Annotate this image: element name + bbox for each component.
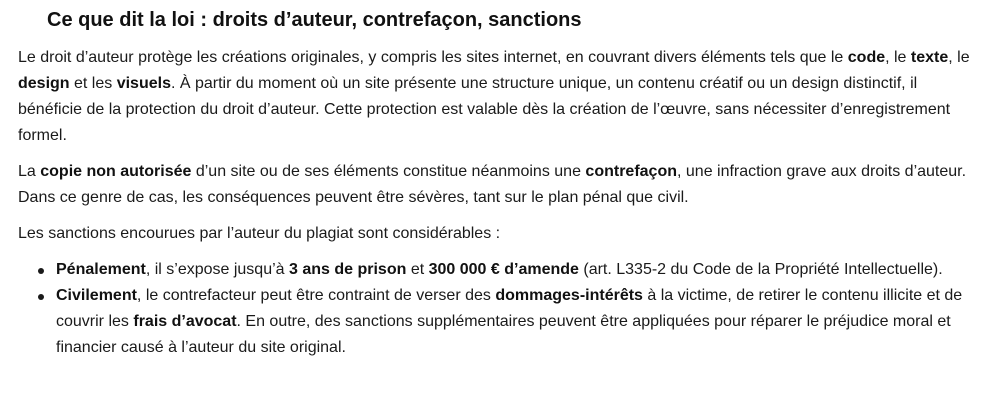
para1-text-2: , le: [885, 49, 911, 66]
list2-text-2: à la victime, de retirer le contenu illicite et de couvrir les: [56, 287, 963, 330]
section-heading: Ce que dit la loi : droits d’auteur, contrefaçon, sanctions: [47, 9, 582, 31]
para1-text-5: . À partir du moment où un site présente une structure unique, un contenu créatif ou un design distinctif, il bénéficie de la protection du droit d’auteur. Cette protection est valable dès la création de l’œuvre, sans nécessiter d’enregistrement formel.: [18, 75, 951, 144]
list2-bold-dommages: dommages-intérêts: [495, 287, 643, 304]
list-item-civil: [56, 283, 980, 361]
para1-bold-visuels: visuels: [116, 75, 171, 92]
paragraph-counterfeit: [18, 159, 980, 211]
article-section: [18, 0, 980, 361]
para2-bold-copie: copie non autorisée: [40, 163, 192, 180]
list1-bold-penalement: Pénalement: [56, 261, 146, 278]
bullet-dot-icon: [38, 268, 44, 274]
list1-text-1: , il s’expose jusqu’à: [145, 261, 289, 278]
list2-bold-frais: frais d’avocat: [133, 313, 237, 330]
para2-text-1: La: [18, 163, 41, 180]
para1-text-3: , le: [948, 49, 970, 66]
paragraph-copyright-protection: [18, 45, 980, 149]
bullet-dot-icon: [38, 294, 44, 300]
sanctions-list: [18, 257, 980, 361]
list2-text-3: . En outre, des sanctions supplémentaires peuvent être appliquées pour réparer le préjudice moral et financier causé à l’auteur du site original.: [56, 313, 951, 356]
para1-bold-design: design: [18, 75, 70, 92]
para2-text-3: , une infraction grave aux droits d’auteur. Dans ce genre de cas, les conséquences peuvent être sévères, tant sur le plan pénal que civil.: [18, 163, 967, 206]
list1-bold-prison: 3 ans de prison: [289, 261, 407, 278]
list1-text-3: (art. L335-2 du Code de la Propriété Intellectuelle).: [578, 261, 943, 278]
list2-text-1: , le contrefacteur peut être contraint de verser des: [136, 287, 496, 304]
paragraph-sanctions-intro: Les sanctions encourues par l’auteur du plagiat sont considérables :: [18, 225, 501, 242]
list-item-penal: [56, 257, 980, 283]
list1-text-2: et: [406, 261, 429, 278]
para1-text-4: et les: [69, 75, 117, 92]
para1-text-1: Le droit d’auteur protège les créations originales, y compris les sites internet, en couvrant divers éléments tels que le: [18, 49, 848, 66]
para1-bold-code: code: [847, 49, 886, 66]
para2-text-2: d’un site ou de ses éléments constitue néanmoins une: [191, 163, 586, 180]
list2-bold-civilement: Civilement: [56, 287, 137, 304]
list1-bold-amende: 300 000 € d’amende: [428, 261, 579, 278]
para1-bold-texte: texte: [910, 49, 949, 66]
para2-bold-contrefacon: contrefaçon: [585, 163, 677, 180]
